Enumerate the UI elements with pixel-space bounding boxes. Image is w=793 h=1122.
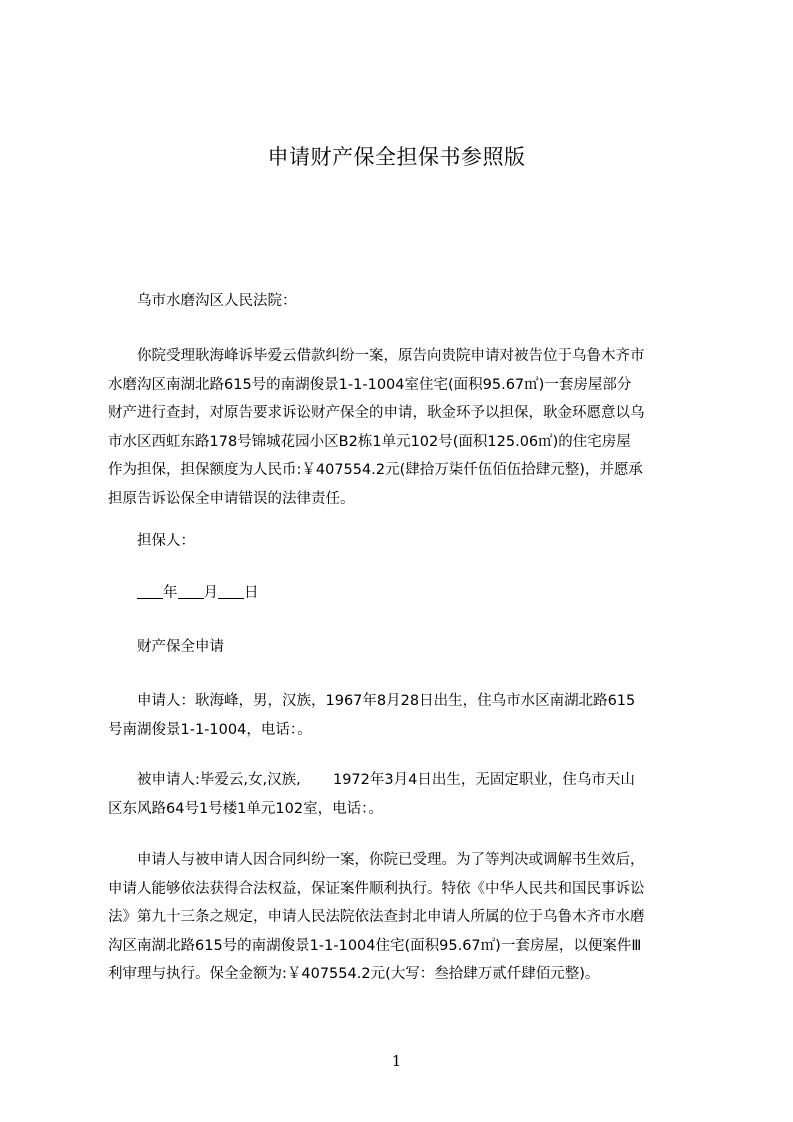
paragraph-line: 沟区南湖北路615号的南湖俊景1-1-1004住宅(面积95.67㎡)一套房屋，以便案件Ⅲ [108, 937, 642, 954]
year-label: 年 [163, 585, 178, 601]
applicant-paragraph [108, 687, 698, 744]
month-blank [178, 582, 204, 599]
paragraph-line: 担原告诉讼保全申请错误的法律责任。 [108, 490, 355, 507]
guarantee-paragraph [108, 342, 698, 513]
document-title: 申请财产保全担保书参照版 [267, 145, 526, 169]
paragraph-line: 水磨沟区南湖北路615号的南湖俊景1-1-1004室住宅(面积95.67㎡)一套房屋部分 [108, 376, 632, 393]
addressee: 乌市水磨沟区人民法院： [137, 293, 297, 309]
paragraph-line: 利审理与执行。保全金额为:￥407554.2元(大写：叁拾肆万贰仟肆佰元整)。 [108, 966, 600, 982]
application-paragraph [108, 846, 698, 989]
paragraph-line: 法》第九十三条之规定，申请人民法院依法查封北申请人所属的位于乌鲁木齐市水磨 [108, 909, 645, 925]
month-label: 月 [203, 585, 218, 601]
year-blank [137, 582, 163, 599]
paragraph-line: 申请人能够依法获得合法权益，保证案件顺利执行。特依《中华人民共和国民事诉讼 [108, 880, 645, 897]
paragraph-line: 被申请人:毕爱云,女,汉族, 1972年3月4日出生，无固定职业，住乌市天山 [137, 772, 635, 788]
paragraph-line: 申请人：耿海峰，男，汉族，1967年8月28日出生，住乌市水区南湖北路615 [137, 693, 636, 709]
page-number: 1 [391, 1052, 402, 1070]
paragraph-line: 号南湖俊景1-1-1004，电话：。 [108, 721, 312, 738]
date-line [108, 579, 727, 607]
paragraph-line: 区东风路64号1号楼1单元102室，电话：。 [108, 800, 383, 817]
day-label: 日 [244, 585, 259, 601]
paragraph-line: 你院受理耿海峰诉毕爱云借款纠纷一案，原告向贵院申请对被告位于乌鲁木齐市 [137, 348, 645, 364]
day-blank [218, 582, 244, 599]
paragraph-line: 申请人与被申请人因合同纠纷一案，你院已受理。为了等判决或调解书生效后， [137, 852, 645, 868]
respondent-paragraph [108, 766, 698, 823]
section-heading: 财产保全申请 [137, 639, 224, 655]
guarantor-label: 担保人： [137, 533, 195, 549]
paragraph-line: 作为担保，担保额度为人民币:￥407554.2元(肆拾万柒仟伍佰伍拾肆元整)，并愿承 [108, 462, 643, 478]
paragraph-line: 财产进行查封，对原告要求诉讼财产保全的申请，耿金环予以担保，耿金环愿意以乌 [108, 405, 645, 421]
paragraph-line: 市水区西虹东路178号锦城花园小区B2栋1单元102号(面积125.06㎡)的住宅房屋 [108, 433, 631, 450]
